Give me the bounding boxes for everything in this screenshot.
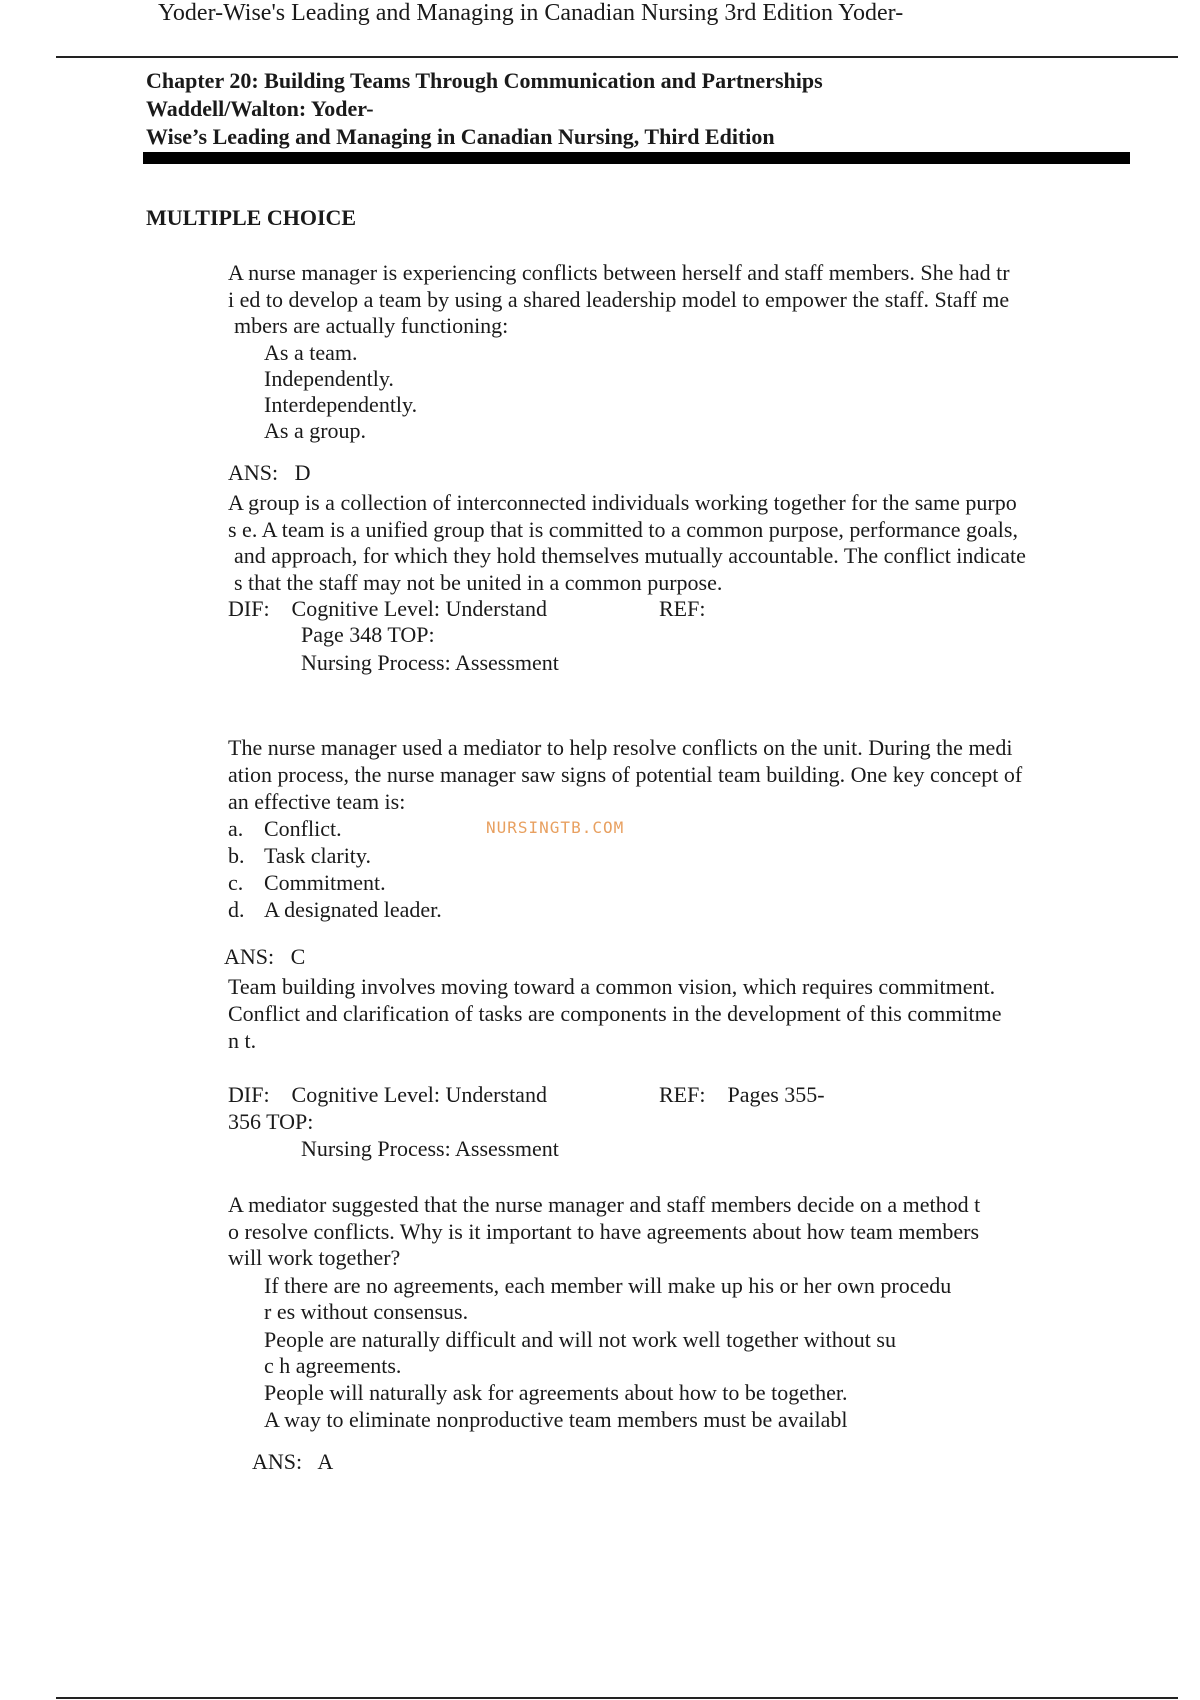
q2-difficulty: DIF: Cognitive Level: Understand bbox=[228, 1082, 547, 1107]
q2-option-b-letter: b. bbox=[228, 843, 245, 868]
q3-stem-line: A mediator suggested that the nurse manager and staff members decide on a method t bbox=[228, 1192, 981, 1217]
q1-option-c: Interdependently. bbox=[264, 392, 418, 417]
q2-option-a-letter: a. bbox=[228, 816, 244, 841]
q2-nursing-process: Nursing Process: Assessment bbox=[301, 1136, 559, 1161]
q2-reference: REF: Pages 355- bbox=[659, 1082, 825, 1107]
q1-stem-line: i ed to develop a team by using a shared leadership model to empower the staff. Staff me bbox=[228, 287, 1010, 312]
q1-page-topic: Page 348 TOP: bbox=[301, 622, 435, 647]
chapter-title: Chapter 20: Building Teams Through Communication and Partnerships bbox=[146, 68, 823, 93]
q3-option-a: If there are no agreements, each member will make up his or her own procedu bbox=[264, 1273, 952, 1298]
title-rule bbox=[143, 152, 1130, 164]
q1-answer: ANS: D bbox=[228, 460, 311, 485]
q1-option-b: Independently. bbox=[264, 366, 394, 391]
section-heading: MULTIPLE CHOICE bbox=[146, 205, 357, 230]
q3-option-c: People will naturally ask for agreements about how to be together. bbox=[264, 1380, 848, 1405]
q2-rationale-line: Team building involves moving toward a common vision, which requires commitment. bbox=[228, 974, 996, 999]
footer-rule bbox=[56, 1697, 1178, 1699]
chapter-book-title: Wise’s Leading and Managing in Canadian Nursing, Third Edition bbox=[146, 124, 775, 149]
q2-option-b: Task clarity. bbox=[264, 843, 371, 868]
chapter-authors: Waddell/Walton: Yoder- bbox=[146, 96, 374, 121]
q2-option-c-letter: c. bbox=[228, 870, 244, 895]
q1-stem-line: mbers are actually functioning: bbox=[234, 313, 509, 338]
q1-nursing-process: Nursing Process: Assessment bbox=[301, 650, 559, 675]
q1-option-d: As a group. bbox=[264, 418, 367, 443]
q3-option-b: People are naturally difficult and will not work well together without su bbox=[264, 1327, 896, 1352]
q1-reference: REF: bbox=[659, 596, 706, 621]
q3-option-d: A way to eliminate nonproductive team members must be availabl bbox=[264, 1407, 848, 1432]
q3-option-a-cont: r es without consensus. bbox=[264, 1299, 469, 1324]
q3-answer: ANS: A bbox=[252, 1449, 334, 1474]
q1-difficulty: DIF: Cognitive Level: Understand bbox=[228, 596, 547, 621]
q2-rationale-line: Conflict and clarification of tasks are components in the development of this commitme bbox=[228, 1001, 1002, 1026]
q1-rationale-line: s e. A team is a unified group that is committed to a common purpose, performance goals, bbox=[228, 517, 1018, 542]
q2-stem-line: The nurse manager used a mediator to help resolve conflicts on the unit. During the medi bbox=[228, 735, 1013, 760]
q1-rationale-line: and approach, for which they hold themselves mutually accountable. The conflict indicate bbox=[234, 543, 1026, 568]
header-rule bbox=[56, 56, 1178, 58]
q2-option-c: Commitment. bbox=[264, 870, 386, 895]
watermark: NURSINGTB.COM bbox=[486, 818, 625, 837]
q2-rationale-line: n t. bbox=[228, 1028, 257, 1053]
q2-option-d-letter: d. bbox=[228, 897, 245, 922]
running-header: Yoder-Wise's Leading and Managing in Canadian Nursing 3rd Edition Yoder- bbox=[158, 0, 904, 26]
q2-option-d: A designated leader. bbox=[264, 897, 442, 922]
q1-stem-line: A nurse manager is experiencing conflicts between herself and staff members. She had tr bbox=[228, 260, 1010, 285]
q1-rationale-line: A group is a collection of interconnected individuals working together for the same purpo bbox=[228, 490, 1017, 515]
q2-answer: ANS: C bbox=[224, 944, 306, 969]
q1-rationale-line: s that the staff may not be united in a common purpose. bbox=[234, 570, 723, 595]
q2-stem-line: ation process, the nurse manager saw signs of potential team building. One key concept of bbox=[228, 762, 1023, 787]
q2-stem-line: an effective team is: bbox=[228, 789, 406, 814]
q3-stem-line: o resolve conflicts. Why is it important to have agreements about how team members bbox=[228, 1219, 980, 1244]
q2-page-topic: 356 TOP: bbox=[228, 1109, 314, 1134]
q1-option-a: As a team. bbox=[264, 340, 358, 365]
q2-option-a: Conflict. bbox=[264, 816, 342, 841]
q3-stem-line: will work together? bbox=[228, 1245, 401, 1270]
q3-option-b-cont: c h agreements. bbox=[264, 1353, 402, 1378]
